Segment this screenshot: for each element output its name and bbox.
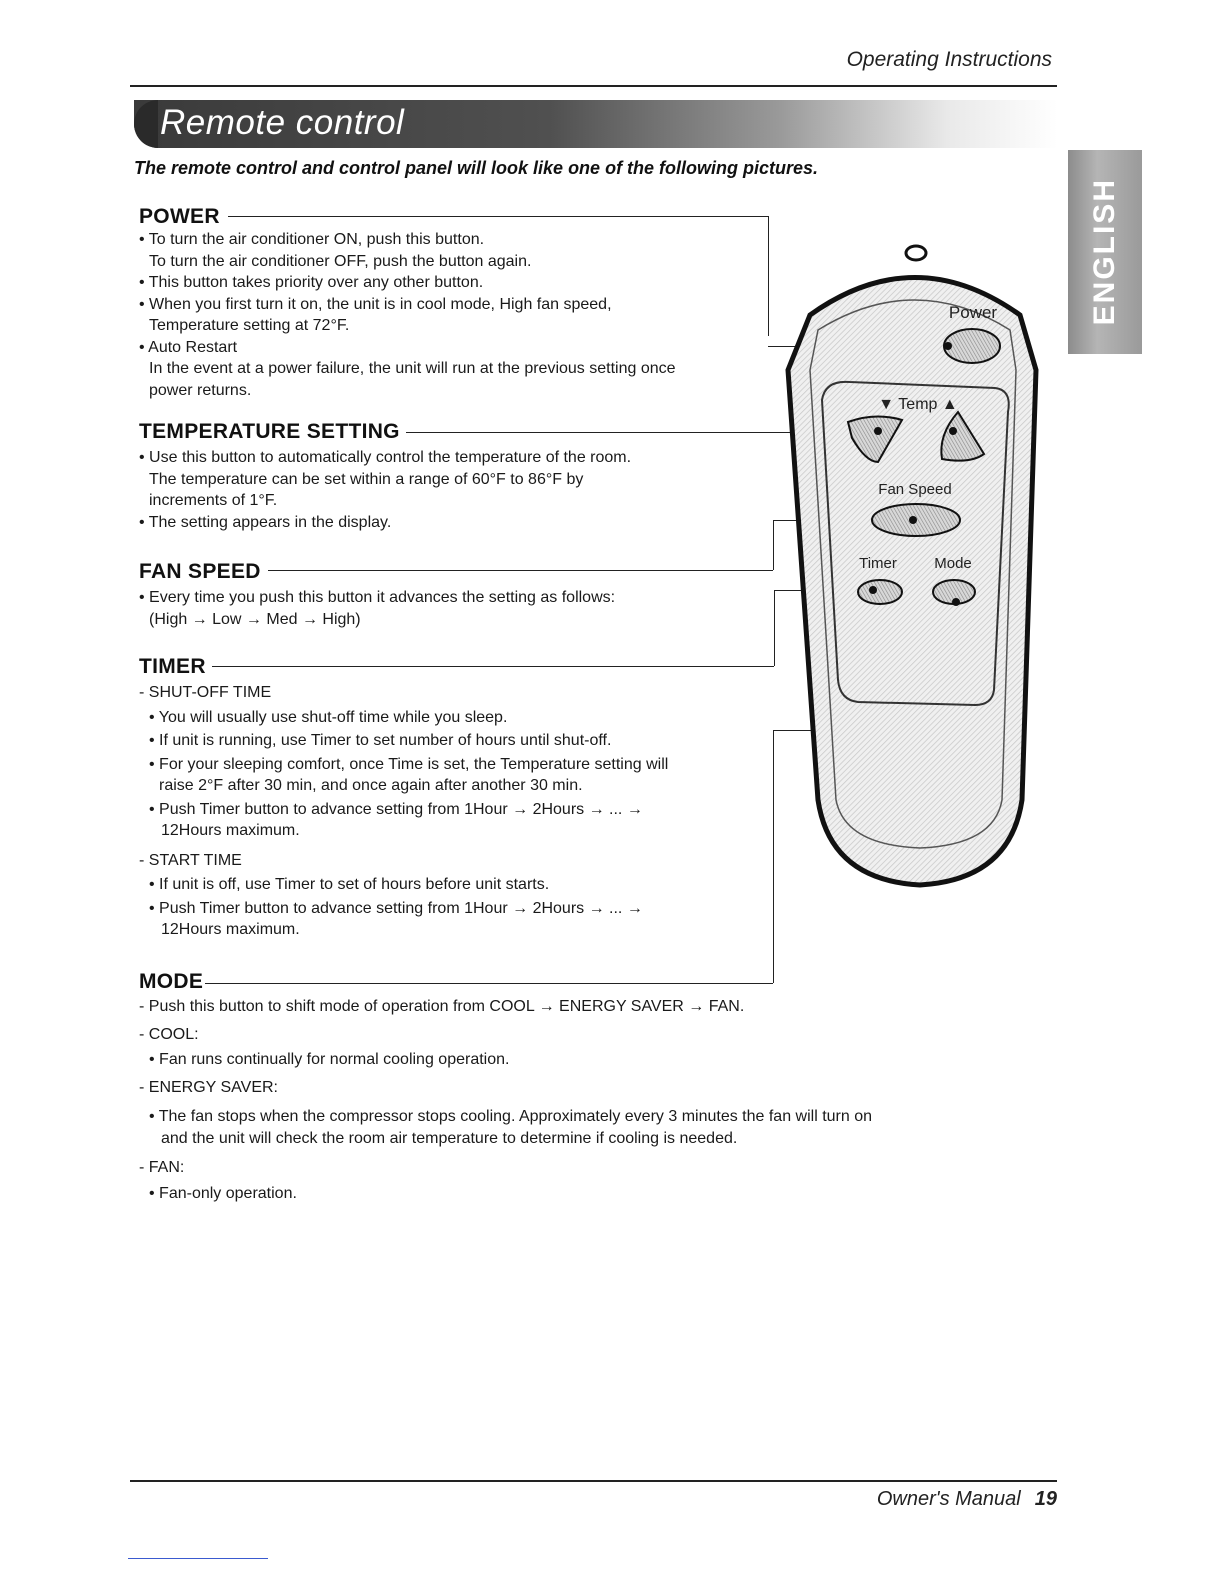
timer-line: • Push Timer button to advance setting from 1Hour → 2Hours → ... →: [149, 899, 643, 917]
remote-power-label: Power: [948, 303, 998, 322]
bottom-blue-rule: [128, 1558, 268, 1559]
language-tab: [1068, 150, 1142, 354]
power-line: Temperature setting at 72°F.: [149, 317, 350, 334]
remote-control-illustration: [770, 240, 1060, 895]
power-line: • Auto Restart: [139, 338, 238, 356]
fan-speed-description: [139, 587, 615, 630]
remote-temp-label: ▼ Temp ▲: [878, 396, 958, 413]
fan-speed-line: • Every time you push this button it advances the setting as follows:: [139, 589, 616, 606]
temperature-line: • The setting appears in the display.: [139, 513, 392, 531]
fan-speed-heading: FAN SPEED: [139, 560, 261, 583]
timer-line: • Push Timer button to advance setting from 1Hour → 2Hours → ... →: [149, 800, 643, 818]
temperature-line: • Use this button to automatically control the temperature of the room.: [139, 449, 632, 466]
remote-timer-label: Timer: [859, 555, 897, 572]
mode-line: - FAN:: [139, 1159, 185, 1176]
timer-line: - START TIME: [139, 851, 242, 869]
remote-mode-label: Mode: [934, 555, 972, 572]
temperature-line: increments of 1°F.: [149, 492, 278, 509]
power-leader-line: [228, 216, 768, 217]
timer-button: [858, 580, 902, 604]
power-line: • To turn the air conditioner ON, push this button.: [139, 231, 485, 248]
page-subtitle: The remote control and control panel will look like one of the following pictures.: [134, 158, 819, 178]
timer-line: • If unit is off, use Timer to set of hours before unit starts.: [149, 876, 550, 893]
header-rule: [130, 85, 1057, 87]
mode-line: - ENERGY SAVER:: [139, 1078, 278, 1096]
power-description: [139, 229, 676, 401]
temperature-description: [139, 447, 631, 533]
timer-heading: TIMER: [139, 655, 206, 678]
timer-line: • You will usually use shut-off time while you sleep.: [149, 708, 508, 726]
power-line: power returns.: [149, 381, 252, 399]
fan-speed-line: (High → Low → Med → High): [149, 610, 361, 628]
language-tab-label: ENGLISH: [1088, 178, 1121, 326]
page-footer: [877, 1488, 1057, 1511]
power-heading: POWER: [139, 205, 220, 228]
mode-line: • The fan stops when the compressor stops cooling. Approximately every 3 minutes the fan will turn on: [149, 1108, 873, 1125]
timer-line: • If unit is running, use Timer to set number of hours until shut-off.: [149, 732, 612, 749]
timer-line: 12Hours maximum.: [161, 822, 300, 839]
mode-line: - COOL:: [139, 1025, 199, 1043]
power-leader-drop: [768, 216, 769, 336]
timer-line: - SHUT-OFF TIME: [139, 684, 272, 701]
mode-line: • Fan runs continually for normal cooling operation.: [149, 1051, 510, 1068]
temperature-heading: TEMPERATURE SETTING: [139, 420, 400, 443]
timer-line: raise 2°F after 30 min, and once again after another 30 min.: [159, 777, 583, 794]
mode-line: • Fan-only operation.: [149, 1184, 297, 1202]
running-header: Operating Instructions: [846, 48, 1052, 71]
footer-rule: [130, 1480, 1057, 1482]
power-line: To turn the air conditioner OFF, push the button again.: [149, 252, 532, 270]
banner-title: Remote control: [160, 103, 405, 142]
mode-description: [139, 996, 872, 1204]
footer-manual-title: Owner's Manual: [876, 1488, 1021, 1510]
timer-line: 12Hours maximum.: [161, 921, 300, 938]
fan-speed-leader-line: [268, 570, 773, 571]
temperature-line: The temperature can be set within a range of 60°F to 86°F by: [149, 470, 584, 488]
power-line: • When you first turn it on, the unit is in cool mode, High fan speed,: [139, 295, 612, 313]
mode-leader-line: [205, 983, 773, 984]
mode-heading: MODE: [139, 970, 204, 993]
mode-line: - Push this button to shift mode of operation from COOL → ENERGY SAVER → FAN.: [139, 998, 745, 1015]
mode-line: and the unit will check the room air temperature to determine if cooling is needed.: [161, 1129, 738, 1147]
power-line: • This button takes priority over any other button.: [139, 274, 484, 291]
power-line: In the event at a power failure, the unit will run at the previous setting once: [149, 360, 676, 377]
remote-fan-speed-label: Fan Speed: [878, 481, 952, 498]
timer-description: [139, 682, 668, 941]
timer-line: • For your sleeping comfort, once Time is set, the Temperature setting will: [149, 755, 669, 773]
timer-leader-line: [212, 666, 774, 667]
page-number: 19: [1034, 1488, 1057, 1510]
power-button: [944, 329, 1000, 363]
lanyard-loop: [906, 246, 926, 260]
